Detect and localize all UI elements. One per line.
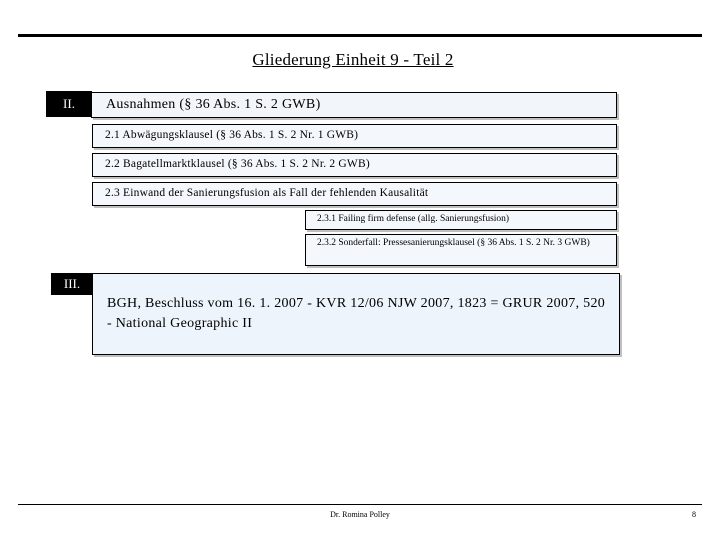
page-number: 8 — [692, 510, 696, 519]
section-ii-box — [91, 92, 617, 118]
page-title: Gliederung Einheit 9 - Teil 2 — [252, 50, 454, 69]
subsection-2-2: 2.2 Bagatellmarktklausel (§ 36 Abs. 1 S. 2 Nr. 2 GWB) — [92, 153, 617, 177]
bottom-rule — [18, 504, 702, 505]
section-iii-text: BGH, Beschluss vom 16. 1. 2007 - KVR 12/06 NJW 2007, 1823 = GRUR 2007, 520 - National Geographic II — [107, 296, 606, 331]
section-iii-box — [92, 273, 620, 355]
section-ii-title: Ausnahmen (§ 36 Abs. 1 S. 2 GWB) — [106, 97, 321, 112]
subsection-2-3-1: 2.3.1 Failing firm defense (allg. Sanierungsfusion) — [305, 210, 617, 230]
section-ii-number: II. — [46, 91, 92, 117]
section-iii-number: III. — [51, 273, 93, 295]
subsection-2-1: 2.1 Abwägungsklausel (§ 36 Abs. 1 S. 2 Nr. 1 GWB) — [92, 124, 617, 148]
top-rule — [18, 34, 702, 37]
subsection-2-3: 2.3 Einwand der Sanierungsfusion als Fall der fehlenden Kausalität — [92, 182, 617, 206]
subsection-2-3-2: 2.3.2 Sonderfall: Pressesanierungsklausel (§ 36 Abs. 1 S. 2 Nr. 3 GWB) — [305, 234, 617, 266]
footer-author: Dr. Romina Polley — [330, 510, 390, 519]
